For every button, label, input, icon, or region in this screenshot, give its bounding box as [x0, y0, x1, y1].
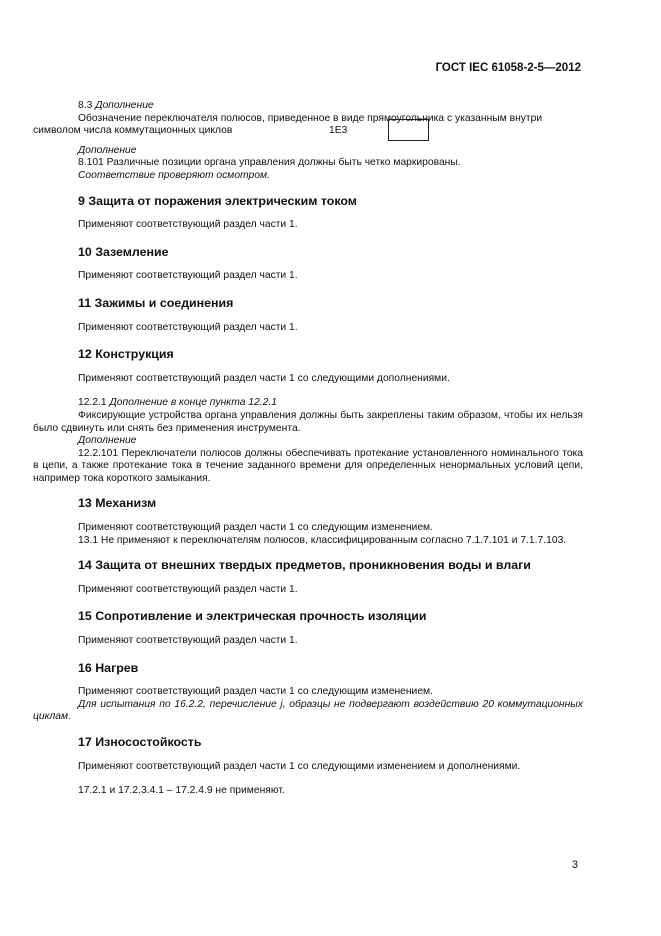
- document-body: [33, 100, 583, 798]
- clause-8-3-label: [33, 100, 583, 113]
- section-16-title: 16 Нагрев: [78, 660, 139, 675]
- section-13-text: Применяют соответствующий раздел части 1 со следующим изменением.: [78, 522, 433, 534]
- section-15-text: Применяют соответствующий раздел части 1.: [78, 635, 298, 647]
- document-header: ГОСТ IEC 61058-2-5—2012: [435, 62, 581, 74]
- addition-label: Дополнение: [78, 435, 137, 447]
- section-16-note: Для испытания по 16.2.2, перечисление j, образцы не подвергают воздействию 20 коммутационных циклам.: [33, 698, 583, 723]
- clause-13-1: 13.1 Не применяют к переключателям полюсов, классифицированным согласно 7.1.7.101 и 7.1.7.103.: [78, 534, 567, 546]
- symbol-line-text: символом числа коммутационных циклов: [33, 125, 233, 137]
- compliance-check: Соответствие проверяют осмотром.: [78, 169, 270, 181]
- clause-number: 8.3: [78, 100, 96, 111]
- section-10-title: 10 Заземление: [78, 244, 169, 259]
- clause-17-2-1: 17.2.1 и 17.2.3.4.1 – 17.2.4.9 не применяют.: [78, 785, 285, 797]
- addition-label: Дополнение: [78, 144, 137, 156]
- clause-8-3-symbol-line: [33, 125, 583, 138]
- clause-12-2-1-label: [33, 397, 583, 410]
- clause-note: Дополнение: [95, 100, 154, 111]
- section-15-title: 15 Сопротивление и электрическая прочность изоляции: [78, 609, 427, 624]
- section-17-title: 17 Износостойкость: [78, 735, 202, 749]
- section-9-text: Применяют соответствующий раздел части 1.: [78, 219, 298, 231]
- section-9-title: 9 Защита от поражения электрическим током: [78, 193, 357, 208]
- clause-8-101: 8.101 Различные позиции органа управления должны быть четко маркированы.: [78, 157, 461, 169]
- section-16-text: Применяют соответствующий раздел части 1 со следующим изменением.: [78, 686, 433, 698]
- section-14-text: Применяют соответствующий раздел части 1.: [78, 583, 298, 595]
- section-10-text: Применяют соответствующий раздел части 1.: [78, 270, 298, 282]
- clause-8-3-text: Обозначение переключателя полюсов, приведенное в виде прямоугольника с указанным внутри: [78, 112, 543, 124]
- section-17-text: Применяют соответствующий раздел части 1 со следующими изменением и дополнениями.: [78, 760, 521, 772]
- clause-number: 12.2.1: [78, 397, 110, 409]
- section-13-title: 13 Механизм: [78, 496, 157, 511]
- section-12-title: 12 Конструкция: [78, 347, 174, 362]
- page-number: 3: [571, 859, 578, 871]
- clause-12-2-1-text: Фиксирующие устройства органа управления должны быть закреплены таким образом, чтобы их нельзя было сдвинуть или снять без применения инструмента.: [33, 409, 583, 434]
- marking-rectangle: [388, 119, 429, 141]
- clause-12-2-101: 12.2.101 Переключатели полюсов должны обеспечивать протекание установленного номинального тока в цепи, а также протекание тока в течение заданного времени для определенных ненормальных условий цепи, например тока короткого замыкания.: [33, 447, 583, 484]
- clause-note: Дополнение в конце пункта 12.2.1: [109, 397, 277, 409]
- section-12-text: Применяют соответствующий раздел части 1 со следующими дополнениями.: [78, 372, 450, 384]
- section-11-text: Применяют соответствующий раздел части 1.: [78, 321, 298, 333]
- section-11-title: 11 Зажимы и соединения: [78, 295, 234, 310]
- cycle-symbol: 1Е3: [329, 125, 348, 137]
- section-14-title: 14 Защита от внешних твердых предметов, проникновения воды и влаги: [78, 558, 531, 573]
